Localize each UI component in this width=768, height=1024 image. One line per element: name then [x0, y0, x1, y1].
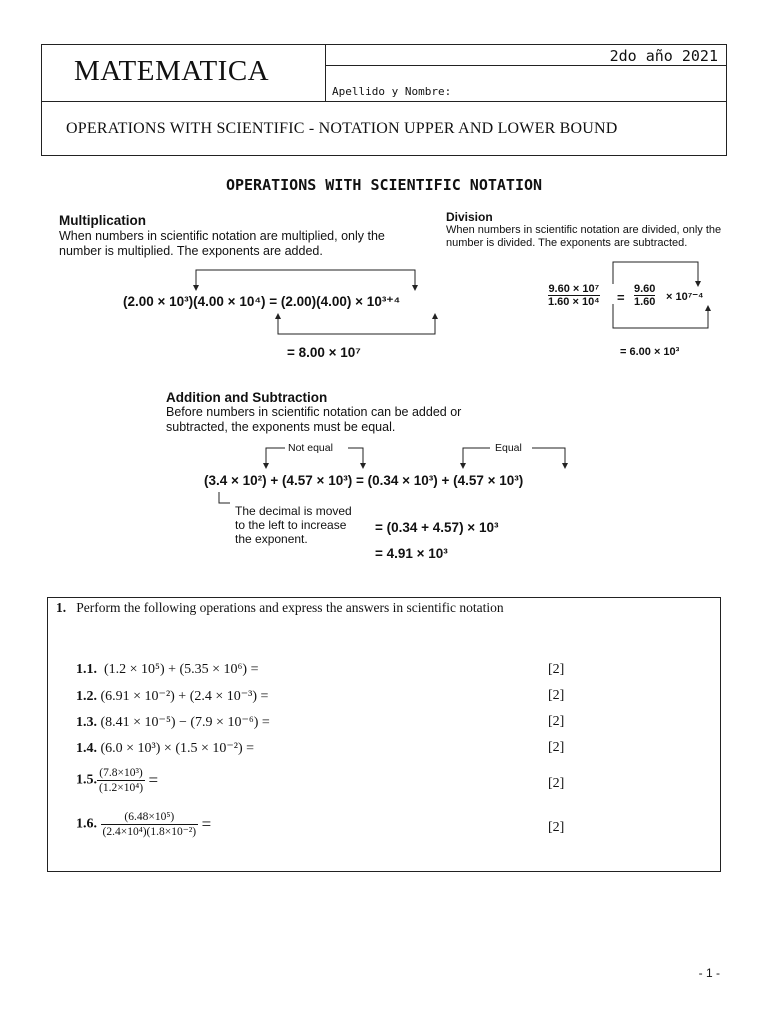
item-fraction — [97, 766, 145, 795]
not-equal-label: Not equal — [288, 442, 333, 454]
fraction-numerator: 9.60 — [634, 283, 656, 295]
item-label: 1.5. — [76, 772, 97, 788]
multiplication-description — [59, 229, 385, 259]
fraction-denominator: (1.2×10⁴) — [99, 782, 144, 794]
topic-title: OPERATIONS WITH SCIENTIFIC - NOTATION UPPER AND LOWER BOUND — [66, 120, 618, 137]
item-marks: [2] — [548, 820, 565, 835]
header-divider — [325, 65, 726, 66]
page-number: - 1 - — [698, 966, 720, 980]
division-factor: × 10⁷⁻⁴ — [666, 291, 704, 303]
multiplication-result: = 8.00 × 10⁷ — [287, 345, 361, 360]
description-line: When numbers in scientific notation are divided, only the — [446, 224, 722, 236]
fraction-numerator: 9.60 × 10⁷ — [548, 283, 600, 295]
addsub-result: = 4.91 × 10³ — [375, 546, 448, 561]
item-marks: [2] — [548, 662, 565, 677]
page-title: OPERATIONS WITH SCIENTIFIC NOTATION — [225, 176, 543, 194]
equal-label: Equal — [495, 442, 522, 454]
note-line: to the left to increase — [235, 518, 347, 532]
item-label: 1.2. — [76, 689, 97, 704]
item-marks: [2] — [548, 714, 565, 729]
decimal-note — [235, 504, 352, 546]
header-box — [41, 44, 727, 156]
exercise-item — [76, 688, 268, 705]
header-divider — [325, 45, 326, 101]
multiplication-heading: Multiplication — [59, 213, 146, 228]
item-label: 1.4. — [76, 741, 97, 756]
description-line: number is divided. The exponents are subtracted. — [446, 237, 688, 249]
note-line: The decimal is moved — [235, 504, 352, 518]
fraction-denominator: 1.60 × 10⁴ — [548, 296, 600, 308]
exercise-question — [56, 600, 504, 616]
description-line: subtracted, the exponents must be equal. — [166, 420, 396, 434]
addsub-description — [166, 405, 461, 435]
fraction-denominator: (2.4×10⁴)(1.8×10⁻²) — [102, 826, 197, 838]
item-expression: (8.41 × 10⁻⁵) − (7.9 × 10⁻⁶) = — [100, 715, 270, 730]
description-line: When numbers in scientific notation are multiplied, only the — [59, 229, 385, 243]
exercise-item — [76, 714, 270, 731]
item-expression: = — [201, 814, 212, 834]
name-field-label: Apellido y Nombre: — [332, 85, 452, 98]
description-line: number is multiplied. The exponents are added. — [59, 244, 323, 258]
item-marks: [2] — [548, 688, 565, 703]
exercise-item — [76, 662, 259, 678]
item-label: 1.6. — [76, 816, 97, 832]
item-expression: = — [148, 770, 159, 790]
exercise-item — [76, 766, 158, 795]
note-line: the exponent. — [235, 532, 308, 546]
division-result: = 6.00 × 10³ — [620, 346, 680, 358]
item-expression: (6.0 × 10³) × (1.5 × 10⁻²) = — [100, 741, 255, 756]
exercise-item — [76, 810, 211, 839]
fraction-denominator: 1.60 — [634, 296, 656, 308]
item-expression: (6.91 × 10⁻²) + (2.4 × 10⁻³) = — [100, 689, 269, 704]
item-label: 1.3. — [76, 715, 97, 730]
item-fraction — [101, 810, 199, 839]
division-fraction-2 — [634, 283, 655, 308]
division-description — [446, 224, 721, 250]
year-label: 2do año 2021 — [609, 47, 718, 65]
exercise-question-text: Perform the following operations and express the answers in scientific notation — [76, 600, 504, 615]
exercise-box — [47, 597, 721, 872]
exercise-item — [76, 740, 254, 757]
item-expression: (1.2 × 10⁵) + (5.35 × 10⁶) = — [104, 662, 259, 677]
addsub-heading: Addition and Subtraction — [166, 390, 328, 405]
header-divider — [42, 101, 726, 102]
multiplication-equation: (2.00 × 10³)(4.00 × 10⁴) = (2.00)(4.00) × 10³⁺⁴ — [123, 294, 401, 309]
description-line: Before numbers in scientific notation can be added or — [166, 405, 462, 419]
fraction-numerator: (6.48×10⁵) — [124, 811, 175, 823]
item-marks: [2] — [548, 776, 565, 791]
item-marks: [2] — [548, 740, 565, 755]
subject-title: MATEMATICA — [74, 55, 270, 87]
addsub-step: = (0.34 + 4.57) × 10³ — [375, 520, 499, 535]
addsub-equation: (3.4 × 10²) + (4.57 × 10³) = (0.34 × 10³) + (4.57 × 10³) — [204, 473, 524, 488]
item-label: 1.1. — [76, 662, 97, 677]
division-fraction-1 — [548, 283, 600, 308]
division-equals: = — [617, 290, 625, 305]
exercise-number: 1. — [56, 600, 67, 615]
fraction-numerator: (7.8×10³) — [99, 767, 143, 779]
division-heading: Division — [446, 210, 493, 224]
